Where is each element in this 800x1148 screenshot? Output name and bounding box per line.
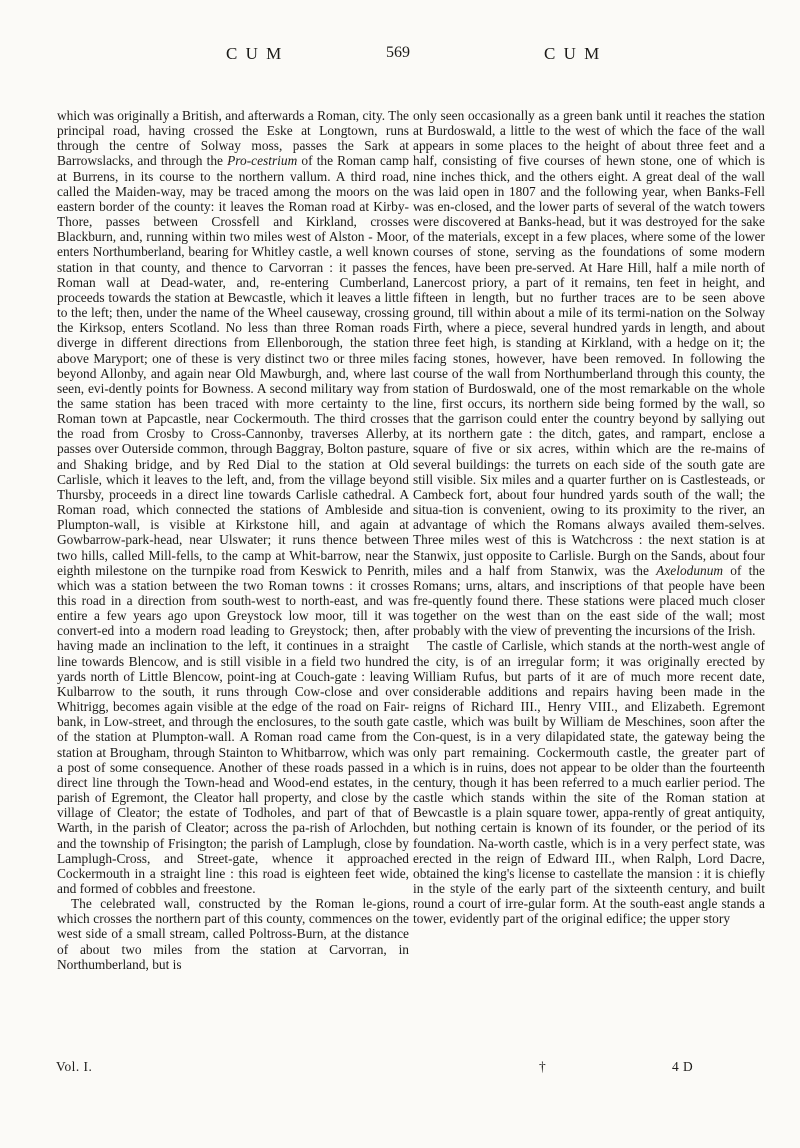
running-head [56, 44, 768, 66]
procestrium-italic: Pro-cestrium [227, 153, 298, 169]
left-paragraph-text-a: which was originally a British, and afterwards a Roman, city. The principal road, having crossed the Eske at Longtown, runs through the centre of Solway moss, passes the Sark at Barrowslacks, and through the [57, 108, 409, 169]
left-paragraph-roman-wall: The celebrated wall, constructed by the Roman le-gions, which crosses the northern part of this county, commences on the west side of a small stream, called Poltross-Burn, at the distance of about two miles from the station at Carvorran, in Northumberland, but is [57, 896, 409, 972]
right-paragraph-castles: The castle of Carlisle, which stands at the north-west angle of the city, is of an irregular form; it was originally erected by William Rufus, but parts of it are of much more recent date, considerable additions and repairs having been made in the reigns of Richard III., Henry VIII., and Elizabeth. Egremont castle, which was built by William de Meschines, soon after the Con-quest, is in a very dilapidated state, the gateway being the only part remaining. Cockermouth castle, the greater part of which is in ruins, does not appear to be older than the fourteenth century, though it has been referred to a much earlier period. The castle which stands within the site of the Roman station at Bewcastle is a plain square tower, appa-rently of great antiquity, but nothing certain is known of its founder, or the period of its foundation. Na-worth castle, which is in a very perfect state, was erected in the reign of Edward III., when Ralph, Lord Dacre, obtained the king's license to castellate the mansion : it is chiefly in the style of the early part of the sixteenth century, and built round a court of irre-gular form. At the south-east angle stands a tower, evidently part of the original edifice; the upper story [413, 638, 765, 927]
right-paragraph-wall-stations [413, 108, 765, 638]
running-head-right: C U M [544, 44, 602, 63]
left-paragraph-roman-roads [57, 108, 409, 896]
running-head-left: C U M [226, 44, 284, 63]
page-footer [56, 1059, 768, 1077]
axelodunum-italic: Axelodunum [656, 562, 724, 578]
volume-label: Vol. I. [56, 1059, 93, 1074]
dagger-mark: † [539, 1059, 546, 1074]
page-number: 569 [386, 44, 410, 61]
left-paragraph-text-b: of the Roman camp at Burrens, in its course to the northern vallum. A third road, called the Maiden-way, may be traced among the moors on the eastern border of the county: it leaves the Roman road at Kirby-Thore, passes between Crossfell and Kirkland, crosses Blackburn, and, running within two miles west of Alston - Moor, enters Northumberland, bearing for Whitley castle, a well known station in that county, and thence to Carvorran : it passes the Roman wall at Dead-water, and, re-entering Cumberland, proceeds towards the station at Bewcastle, which it leaves a little to the left; then, under the name of the Wheel causeway, crossing the Kirksop, enters Scotland. No less than three Roman roads diverge in different directions from Ellenborough, the station above Maryport; one of these is very distinct two or three miles beyond Allonby, and again near Old Mawburgh, and, where last seen, evi-dently points for Bowness. A second military way from the same station has been traced with more certainty to the Roman town at Papcastle, near Cockermouth. The third crosses the road from Crosby to Cross-Cannonby, traverses Allerby, passes over Outerside common, through Baggray, Bolton pasture, and Shaking bridge, and by Red Dial to the station at Old Carlisle, which it leaves to the left, and, from the village beyond Thursby, proceeds in a direct line towards Carlisle cathedral. A Roman road, which connected the stations of Ambleside and Plumpton-wall, is visible at Kirkstone hill, and again at Gowbarrow-park-head, near Ulswater; it runs thence between two hills, called Mill-fells, to the camp at Whit-barrow, near the eighth milestone on the turnpike road from Keswick to Penrith, which was a station between the two Roman towns : it crosses this road in a direction from south-west to north-east, and was entire a few years ago upon Greystock low moor, till it was convert-ed into a modern road leading to Greystock; then, after having made an inclination to the left, it continues in a straight line towards Blencow, and is still visible in a field two hundred yards north of Little Blencow, point-ing at Couch-gate : leaving Kulbarrow to the south, it runs through Cow-close and over Whitrigg, becomes again visible at the edge of the road on Fair-bank, in Low-street, and through the enclosures, to the south gate of the station at Plumpton-wall. A Roman road came from the station at Brougham, through Stainton to Whitbarrow, which was a post of some consequence. Another of these roads passed in a direct line through the Town-head and Wood-end estates, in the parish of Egremont, the Cleator hall property, and close by the village of Cleator; the estate of Todholes, and part of that of Warth, in the parish of Cleator; across the pa-rish of Arlochden, and the township of Frisington; the parish of Lamplugh, close by Lamplugh-Cross, and Street-gate, whence it approached Cockermouth in a straight line : this road is eighteen feet wide, and formed of cobbles and freestone. [57, 153, 409, 896]
left-column [57, 108, 409, 972]
right-paragraph-text-b: of the Romans; urns, altars, and inscriptions of that people have been fre-quently found there. These stations were placed much closer together on the west than on the east side of the wall; most probably with the view of preventing the incursions of the Irish. [413, 562, 766, 639]
signature-mark: 4 D [672, 1059, 694, 1074]
right-column [413, 108, 765, 926]
right-paragraph-text-a: only seen occasionally as a green bank until it reaches the station at Burdoswald, a little to the west of which the face of the wall appears in some places to the height of about three feet and a half, consisting of five courses of hewn stone, one of which is nine inches thick, and the others eight. A great deal of the wall was laid open in 1807 and the following year, when Banks-Fell was en-closed, and the lower parts of several of the watch towers were discovered at Banks-head, but it was destroyed for the sake of the materials, except in a few places, where some of the lower courses of stone, serving as the foundations of some modern fences, have been pre-served. At Hare Hill, half a mile north of Lanercost priory, a part of it remains, ten feet in height, and fifteen in length, but no further traces are to be seen above ground, till within about a mile of its termi-nation on the Solway Firth, where a piece, several hundred yards in length, and about three feet high, is standing at Kirkland, with a hedge on it; the facing stones, however, have been removed. In following the course of the wall from Northumberland through this county, the station of Burdoswald, one of the most remarkable on the whole line, first occurs, its northern side being formed by the wall, so that the garrison could enter the country beyond by sallying out at its northern gate : the ditch, gates, and rampart, enclose a square of five or six acres, within which are the re-mains of several buildings: the turrets on each side of the south gate are still visible. Six miles and a quarter further on is Castlesteads, or Cambeck fort, about four hundred yards south of the wall; the situa-tion is convenient, owing to its proximity to the river, an advantage of which the Romans always availed them-selves. Three miles west of this is Watchcross : the next station is at Stanwix, just opposite to Carlisle. Burgh on the Sands, about four miles and a half from Stanwix, was the [413, 108, 765, 578]
